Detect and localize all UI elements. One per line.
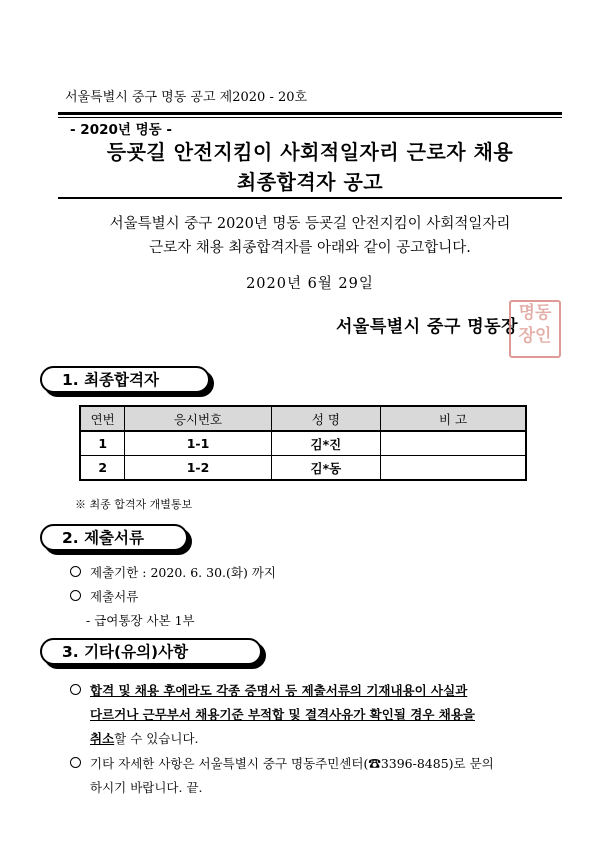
section1-header bbox=[40, 366, 210, 393]
caution-1-line3: 할 수 있습니다. bbox=[114, 731, 199, 746]
deadline-text: 제출기한 : 2020. 6. 30.(화) 까지 bbox=[90, 565, 276, 580]
col-header-name: 성 명 bbox=[271, 406, 381, 431]
page-title-line1: 등굣길 안전지킴이 사회적일자리 근로자 채용 bbox=[106, 140, 514, 164]
table-row bbox=[80, 431, 526, 456]
caution-item-2 bbox=[70, 752, 570, 800]
col-header-remarks: 비 고 bbox=[381, 406, 526, 431]
col-header-exam-no: 응시번호 bbox=[125, 406, 271, 431]
cell-exam-no: 1-1 bbox=[125, 431, 271, 456]
section2-header bbox=[40, 524, 188, 551]
section2-title: 2. 제출서류 bbox=[40, 524, 188, 551]
caution-item-1 bbox=[70, 679, 570, 751]
intro-paragraph bbox=[70, 212, 550, 260]
caution-2-line1: 기타 자세한 사항은 서울특별시 중구 명동주민센터(☎3396-8485)로 문의 bbox=[90, 756, 494, 771]
documents-item bbox=[70, 587, 138, 605]
cell-remarks bbox=[381, 431, 526, 456]
cell-name: 김*동 bbox=[271, 456, 381, 481]
cell-no: 1 bbox=[80, 431, 125, 456]
signer-name: 서울특별시 중구 명동장 bbox=[336, 317, 519, 337]
subtitle-text: - 2020년 명동 - bbox=[70, 122, 173, 138]
cell-remarks bbox=[381, 456, 526, 481]
circle-bullet-icon bbox=[70, 590, 81, 601]
caution-2-line2: 하시기 바랍니다. 끝. bbox=[90, 780, 203, 795]
notice-number: 서울특별시 중구 명동 공고 제2020 - 20호 bbox=[65, 90, 308, 105]
announcement-date: 2020년 6월 29일 bbox=[246, 276, 374, 292]
section3-title: 3. 기타(유의)사항 bbox=[40, 638, 262, 665]
cell-no: 2 bbox=[80, 456, 125, 481]
title-bottom-rule bbox=[58, 197, 562, 199]
table-header-row bbox=[80, 406, 526, 431]
notification-note: ※ 최종 합격자 개별통보 bbox=[75, 498, 193, 511]
table-row bbox=[80, 456, 526, 481]
circle-bullet-icon bbox=[70, 684, 81, 695]
official-seal-icon: 명동 장인 bbox=[509, 300, 561, 358]
documents-subitem: - 급여통장 사본 1부 bbox=[86, 613, 195, 628]
subtitle bbox=[58, 118, 562, 138]
cell-name: 김*진 bbox=[271, 431, 381, 456]
col-header-no: 연번 bbox=[80, 406, 125, 431]
documents-label: 제출서류 bbox=[90, 589, 139, 604]
circle-bullet-icon bbox=[70, 566, 81, 577]
deadline-item bbox=[70, 563, 276, 581]
section1-title: 1. 최종합격자 bbox=[40, 366, 210, 393]
intro-line2: 근로자 채용 최종합격자를 아래와 같이 공고합니다. bbox=[149, 240, 471, 256]
finalists-table bbox=[79, 405, 527, 481]
page-title-line2: 최종합격자 공고 bbox=[236, 170, 384, 194]
circle-bullet-icon bbox=[70, 757, 81, 768]
caution-1-cancel: 취소 bbox=[90, 731, 115, 746]
section3-header bbox=[40, 638, 262, 665]
cell-exam-no: 1-2 bbox=[125, 456, 271, 481]
title-top-rule bbox=[58, 112, 562, 115]
intro-line1: 서울특별시 중구 2020년 명동 등굣길 안전지킴이 사회적일자리 bbox=[109, 216, 511, 232]
caution-1-line2: 다르거나 근무부서 채용기준 부적합 및 결격사유가 확인될 경우 채용을 bbox=[90, 707, 475, 722]
caution-1-line1: 합격 및 채용 후에라도 각종 증명서 등 제출서류의 기재내용이 사실과 bbox=[90, 683, 468, 698]
